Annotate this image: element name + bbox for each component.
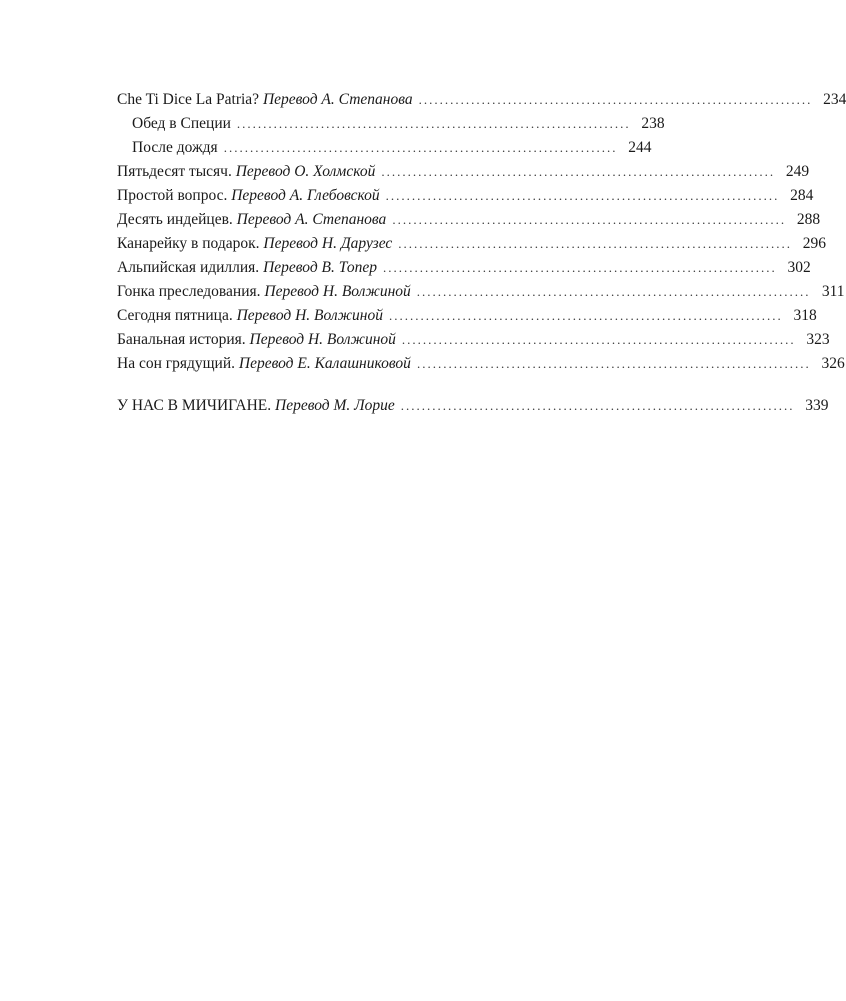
toc-entry [117,136,652,160]
entry-page-number: 318 [793,307,817,324]
entry-page-number: 234 [823,91,846,108]
entry-translator: Перевод В. Топер [263,259,377,276]
toc-entry [117,352,845,376]
dot-leader: ........................................................................... [416,284,811,299]
dot-leader: ........................................................................... [388,308,783,323]
dot-leader: ........................................................................... [223,140,618,155]
entry-translator: Перевод А. Глебовской [231,187,380,204]
entry-title: Сегодня пятница. Перевод Н. Волжиной [117,307,383,324]
toc-entry [117,160,810,184]
entry-page-number: 296 [802,235,827,252]
entry-page-number: 288 [796,211,821,228]
dot-leader: ........................................................................... [236,116,631,131]
entry-page-number: 339 [805,397,829,414]
toc-entry [117,112,665,136]
toc-entry [117,208,821,232]
dot-leader: ........................................................................... [401,332,796,347]
entry-translator: Перевод А. Степанова [236,211,387,228]
entry-title: Che Ti Dice La Patria? Перевод А. Степанова [117,91,413,108]
entry-title: На сон грядущий. Перевод Е. Калашниковой [117,355,411,372]
toc-entry [117,280,845,304]
entry-title: После дождя [132,139,218,156]
entry-title: Банальная история. Перевод Н. Волжиной [117,331,396,348]
entry-title: Простой вопрос. Перевод А. Глебовской [117,187,380,204]
entry-translator: Перевод Н. Волжиной [264,283,411,300]
toc-entry [117,88,846,112]
toc-entry [117,328,830,352]
entry-page-number: 249 [785,163,810,180]
dot-leader: ........................................................................... [392,212,787,227]
entry-page-number: 238 [641,115,665,132]
toc-entry [117,394,829,418]
entry-translator: Перевод О. Холмской [235,163,376,180]
entry-title: Альпийская идиллия. Перевод В. Топер [117,259,377,276]
dot-leader: ........................................................................... [382,260,777,275]
toc-entry [117,256,811,280]
dot-leader: ........................................................................... [398,236,793,251]
entry-page-number: 323 [806,331,830,348]
entry-translator: Перевод Н. Волжиной [249,331,396,348]
entry-title: Гонка преследования. Перевод Н. Волжиной [117,283,411,300]
dot-leader: ........................................................................... [416,356,811,371]
entry-translator: Перевод Е. Калашниковой [238,355,411,372]
entry-page-number: 244 [628,139,652,156]
toc-entry [117,232,827,256]
entry-page-number: 311 [821,283,845,300]
entry-page-number: 284 [790,187,814,204]
entry-title: Пятьдесят тысяч. Перевод О. Холмской [117,163,376,180]
entry-translator: Перевод А. Степанова [262,91,413,108]
entry-title: Десять индейцев. Перевод А. Степанова [117,211,387,228]
dot-leader: ........................................................................... [385,188,780,203]
entry-page-number: 302 [787,259,811,276]
entry-page-number: 326 [821,355,845,372]
toc-entry [117,184,814,208]
dot-leader: ........................................................................... [400,398,795,413]
toc-entry [117,304,817,328]
entry-translator: Перевод Н. Волжиной [236,307,383,324]
entry-title: Обед в Специи [132,115,231,132]
table-of-contents [117,88,846,418]
dot-leader: ........................................................................... [381,164,776,179]
entry-title: У НАС В МИЧИГАНЕ. Перевод М. Лорие [117,397,395,414]
entry-title: Канарейку в подарок. Перевод Н. Дарузес [117,235,393,252]
entry-translator: Перевод М. Лорие [275,397,395,414]
dot-leader: ........................................................................... [418,92,813,107]
entry-translator: Перевод Н. Дарузес [263,235,393,252]
